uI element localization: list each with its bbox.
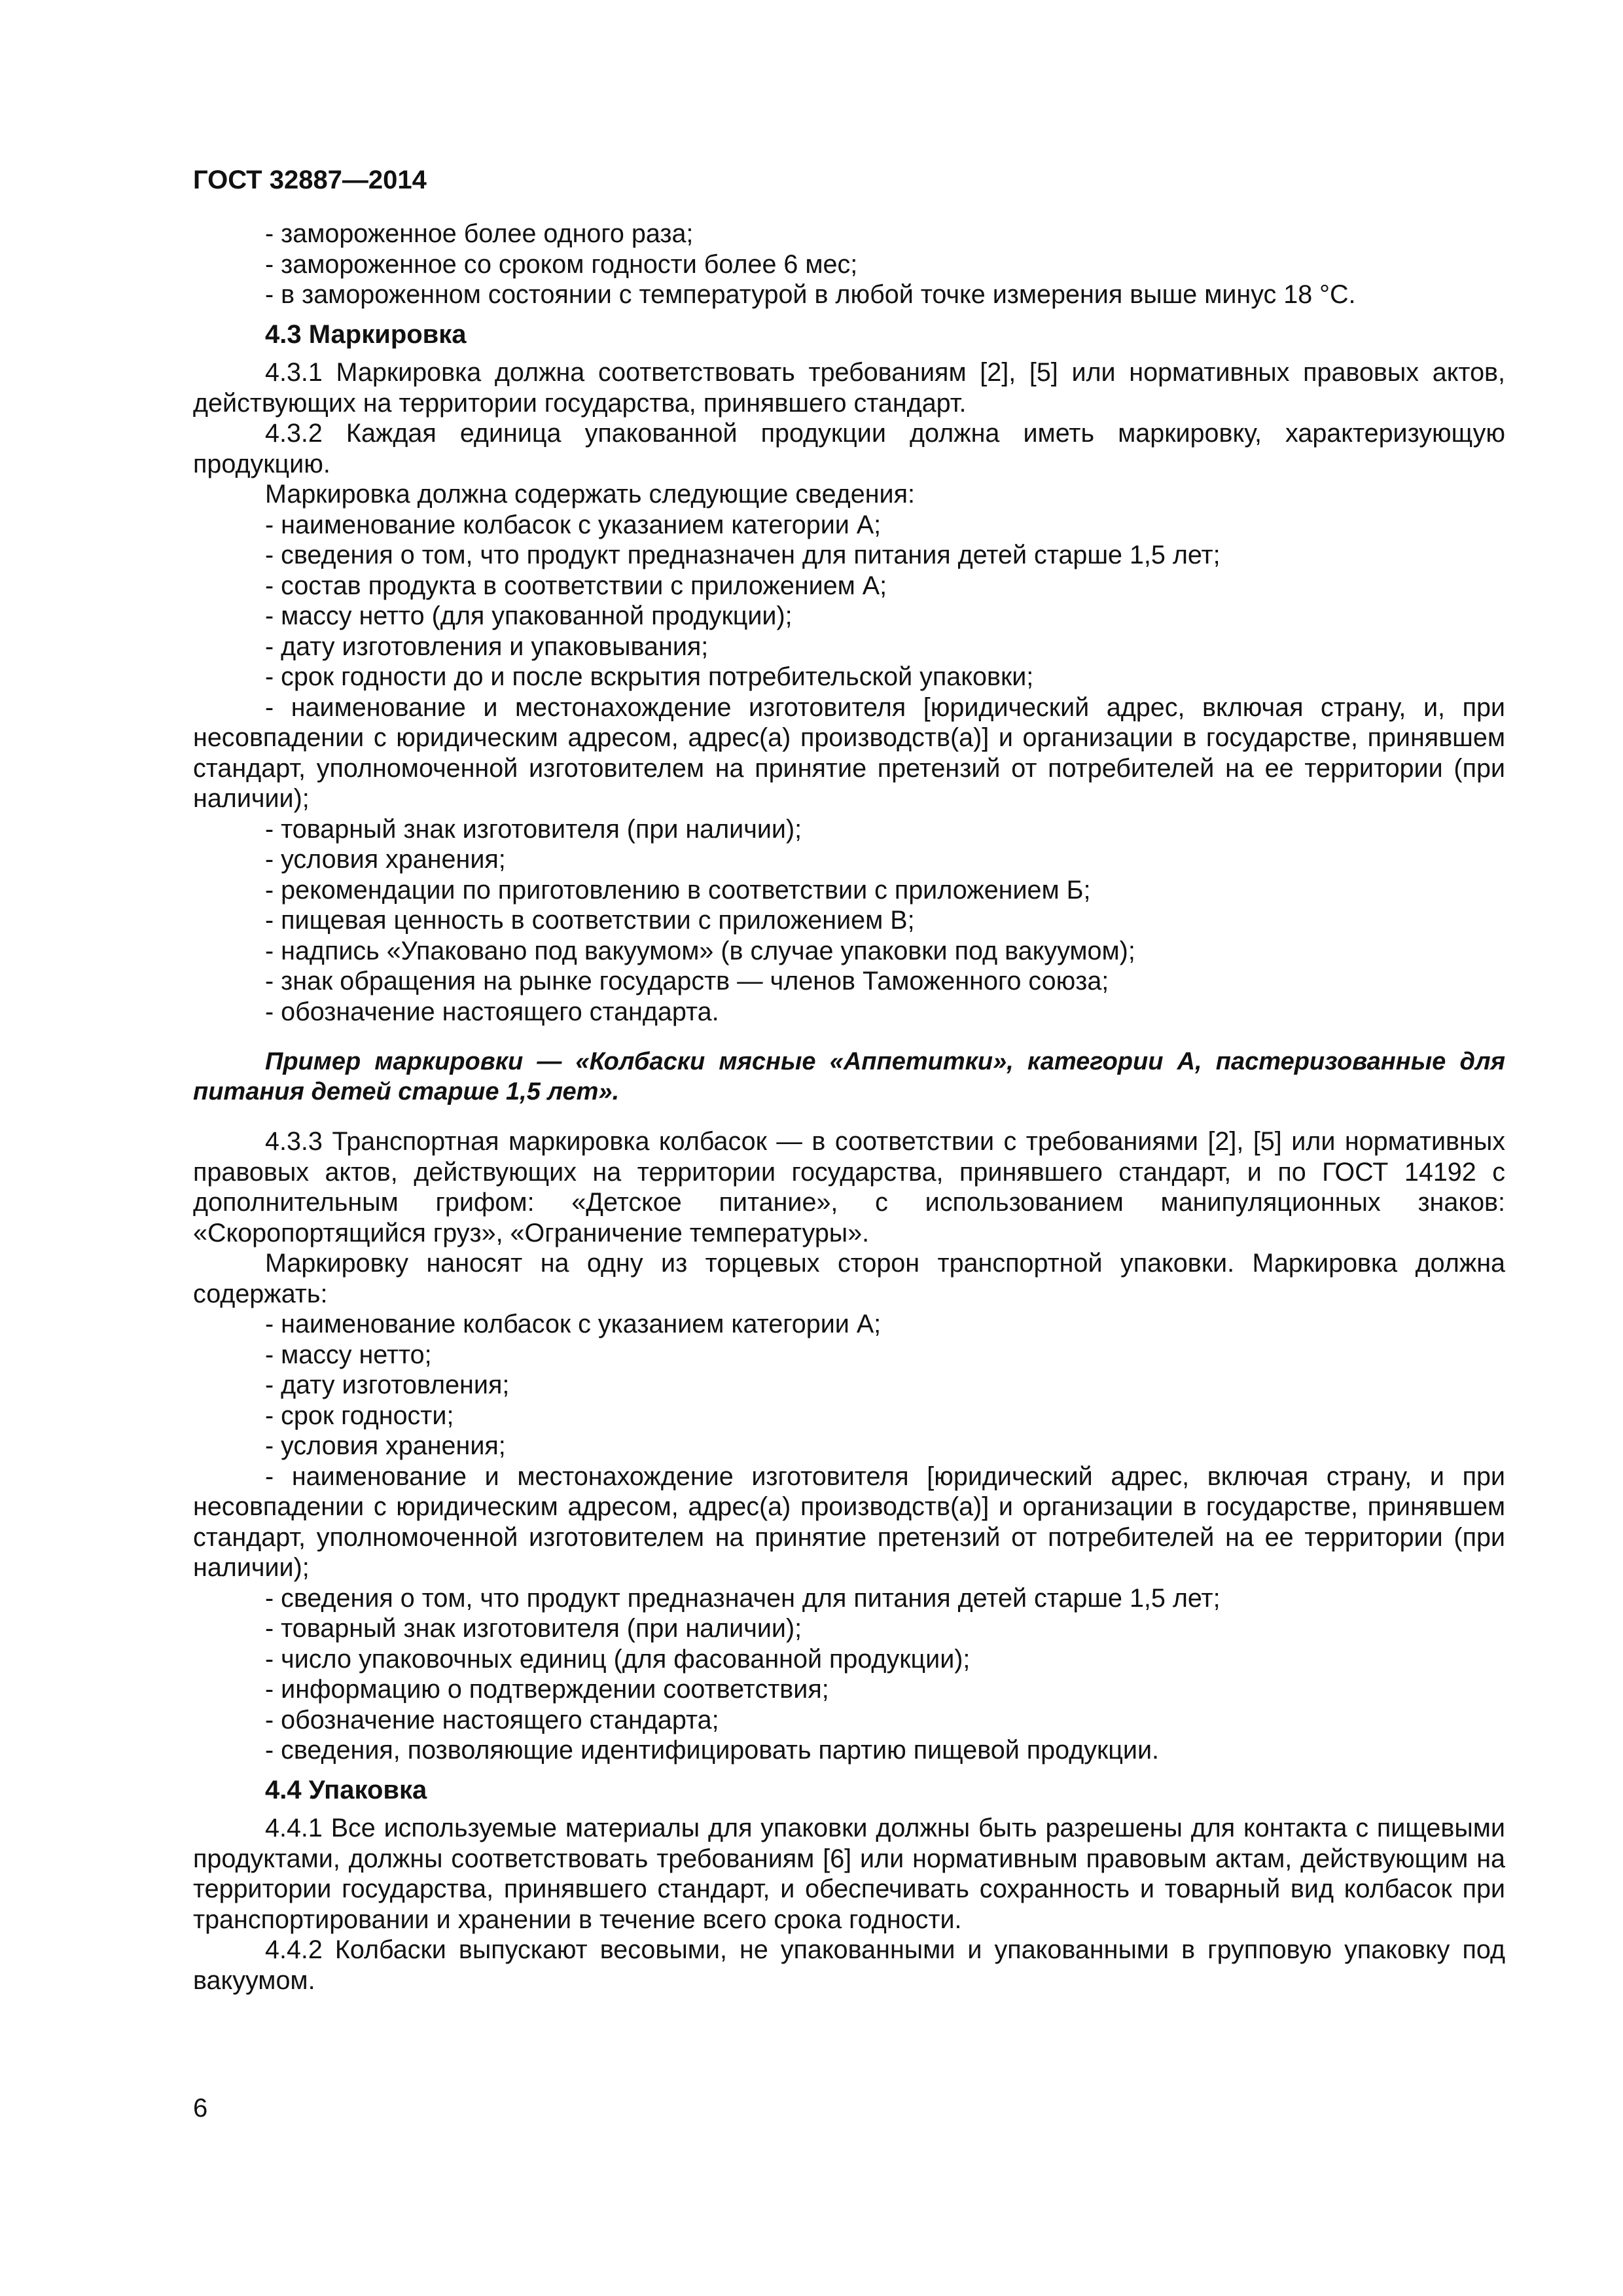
paragraph-4-4-1: 4.4.1 Все используемые материалы для упаковки должны быть разрешены для контакта с пищевыми продуктами, должны соответствовать требованиям [6] или нормативным правовым актам, действующим на территории государства, принявшего стандарт, и обеспечивать сохранность и товарный вид колбасок при транспортировании и хранении в течение всего срока годности. bbox=[193, 1814, 1505, 1934]
list-item: - срок годности до и после вскрытия потребительской упаковки; bbox=[265, 662, 1034, 691]
standard-code-header: ГОСТ 32887—2014 bbox=[193, 166, 427, 194]
page-number: 6 bbox=[193, 2094, 208, 2123]
document-body bbox=[193, 219, 1505, 1996]
list-item: - в замороженном состоянии с температурой в любой точке измерения выше минус 18 °C. bbox=[265, 280, 1356, 309]
list-item: - массу нетто; bbox=[265, 1340, 432, 1369]
list-item: - информацию о подтверждении соответствия; bbox=[265, 1675, 829, 1704]
list-item: - массу нетто (для упакованной продукции); bbox=[265, 601, 793, 630]
list-item: - пищевая ценность в соответствии с приложением В; bbox=[265, 906, 915, 935]
list-item: - условия хранения; bbox=[265, 1431, 506, 1460]
list-item: - состав продукта в соответствии с приложением А; bbox=[265, 571, 887, 600]
labeling-example: Пример маркировки — «Колбаски мясные «Аппетитки», категории А, пастеризованные для питания детей старше 1,5 лет». bbox=[193, 1048, 1505, 1105]
list-item: - наименование колбасок с указанием категории А; bbox=[265, 510, 882, 539]
list-item: - наименование и местонахождение изготовителя [юридический адрес, включая страну, и при несовпадении с юридическим адресом, адрес(а) производств(а)] и организации в государстве, принявшем стандарт, уполномоченной изготовителем на принятие претензий от потребителей на ее территории (при наличии); bbox=[193, 1462, 1505, 1582]
list-item: - товарный знак изготовителя (при наличии); bbox=[265, 1614, 802, 1643]
paragraph-4-3-1: 4.3.1 Маркировка должна соответствовать требованиям [2], [5] или нормативных правовых актов, действующих на территории государства, принявшего стандарт. bbox=[193, 358, 1505, 418]
list-item: - замороженное со сроком годности более 6 мес; bbox=[265, 249, 858, 279]
list-item: - сведения, позволяющие идентифицировать партию пищевой продукции. bbox=[265, 1736, 1160, 1765]
list-item: - замороженное более одного раза; bbox=[265, 219, 694, 248]
transport-labeling-intro: Маркировку наносят на одну из торцевых сторон транспортной упаковки. Маркировка должна содержать: bbox=[193, 1249, 1505, 1308]
section-heading-4-3: 4.3 Маркировка bbox=[265, 319, 467, 349]
list-item: - рекомендации по приготовлению в соответствии с приложением Б; bbox=[265, 875, 1091, 905]
section-heading-4-4: 4.4 Упаковка bbox=[265, 1775, 427, 1804]
list-item: - обозначение настоящего стандарта. bbox=[265, 997, 719, 1026]
list-item: - надпись «Упаковано под вакуумом» (в случае упаковки под вакуумом); bbox=[265, 936, 1135, 965]
list-item: - сведения о том, что продукт предназначен для питания детей старше 1,5 лет; bbox=[265, 541, 1221, 569]
list-item: - срок годности; bbox=[265, 1401, 454, 1430]
list-item: - обозначение настоящего стандарта; bbox=[265, 1705, 719, 1734]
list-item: - сведения о том, что продукт предназначен для питания детей старше 1,5 лет; bbox=[265, 1583, 1221, 1613]
labeling-list-intro: Маркировка должна содержать следующие сведения: bbox=[265, 480, 915, 509]
list-item: - дату изготовления и упаковывания; bbox=[265, 632, 709, 661]
paragraph-4-3-2: 4.3.2 Каждая единица упакованной продукции должна иметь маркировку, характеризующую продукцию. bbox=[193, 419, 1505, 478]
list-item: - число упаковочных единиц (для фасованной продукции); bbox=[265, 1644, 971, 1674]
paragraph-4-4-2: 4.4.2 Колбаски выпускают весовыми, не упакованными и упакованными в групповую упаковку под вакуумом. bbox=[193, 1935, 1505, 1995]
list-item: - наименование и местонахождение изготовителя [юридический адрес, включая страну, и, при несовпадении с юридическим адресом, адрес(а) производств(а)] и организации в государстве, принявшем стандарт, уполномоченной изготовителем на принятие претензий от потребителей на ее территории (при наличии); bbox=[193, 692, 1505, 813]
list-item: - дату изготовления; bbox=[265, 1371, 510, 1399]
paragraph-4-3-3: 4.3.3 Транспортная маркировка колбасок — в соответствии с требованиями [2], [5] или нормативных правовых актов, действующих на территории государства, принявшего стандарт, и по ГОСТ 14192 с дополнительным грифом: «Детское питание», с использованием манипуляционных знаков: «Скоропортящийся груз», «Ограничение температуры». bbox=[193, 1127, 1505, 1247]
list-item: - условия хранения; bbox=[265, 845, 506, 874]
list-item: - наименование колбасок с указанием категории А; bbox=[265, 1310, 882, 1338]
list-item: - товарный знак изготовителя (при наличии); bbox=[265, 814, 802, 844]
list-item: - знак обращения на рынке государств — членов Таможенного союза; bbox=[265, 967, 1109, 996]
